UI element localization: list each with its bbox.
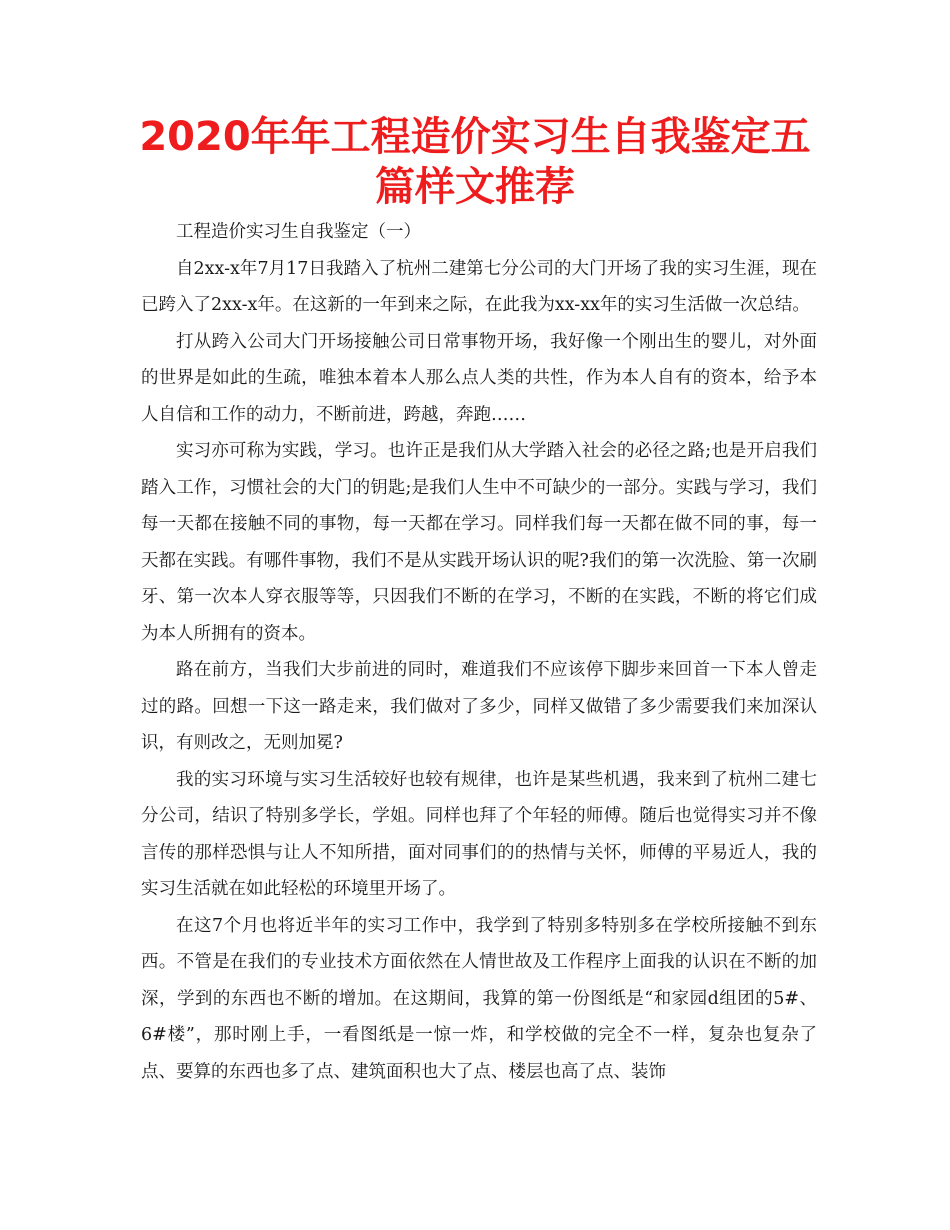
- paragraph: 在这7个月也将近半年的实习工作中，我学到了特别多特别多在学校所接触不到东西。不管是在我们的专业技术方面依然在人情世故及工作程序上面我的认识在不断的加深，学到的东西也不断的增加。在这期间，我算的第一份图纸是“和家园d组团的5#、6#楼”，那时刚上手，一看图纸是一惊一炸，和学校做的完全不一样，复杂也复杂了点、要算的东西也多了点、建筑面积也大了点、楼层也高了点、装饰: [141, 915, 817, 1082]
- document-title: 2020年年工程造价实习生自我鉴定五篇样文推荐: [139, 114, 811, 210]
- paragraph: 路在前方，当我们大步前进的同时，难道我们不应该停下脚步来回首一下本人曾走过的路。回想一下这一路走来，我们做对了多少，同样又做错了多少需要我们来加深认识，有则改之，无则加冕?: [141, 660, 817, 753]
- paragraph: 实习亦可称为实践，学习。也许正是我们从大学踏入社会的必径之路;也是开启我们踏入工作，习惯社会的大门的钥匙;是我们人生中不可缺少的一部分。实践与学习，我们每一天都在接触不同的事物，每一天都在学习。同样我们每一天都在做不同的事，每一天都在实践。有哪件事物，我们不是从实践开场认识的呢?我们的第一次洗脸、第一次刷牙、第一次本人穿衣服等等，只因我们不断的在学习，不断的在实践，不断的将它们成为本人所拥有的资本。: [141, 441, 817, 644]
- section-heading: 工程造价实习生自我鉴定（一）: [176, 222, 421, 242]
- paragraph: 自2xx-x年7月17日我踏入了杭州二建第七分公司的大门开场了我的实习生涯，现在已跨入了2xx-x年。在这新的一年到来之际，在此我为xx-xx年的实习生活做一次总结。: [141, 258, 817, 315]
- document-body: [141, 214, 817, 1090]
- paragraph: 我的实习环境与实习生活较好也较有规律，也许是某些机遇，我来到了杭州二建七分公司，结识了特别多学长，学姐。同样也拜了个年轻的师傅。随后也觉得实习并不像言传的那样恐惧与让人不知所措，面对同事们的的热情与关怀，师傅的平易近人，我的实习生活就在如此轻松的环境里开场了。: [141, 769, 817, 899]
- paragraph: 打从跨入公司大门开场接触公司日常事物开场，我好像一个刚出生的婴儿，对外面的世界是如此的生疏，唯独本着本人那么点人类的共性，作为本人自有的资本，给予本人自信和工作的动力，不断前进，跨越，奔跑……: [141, 331, 817, 425]
